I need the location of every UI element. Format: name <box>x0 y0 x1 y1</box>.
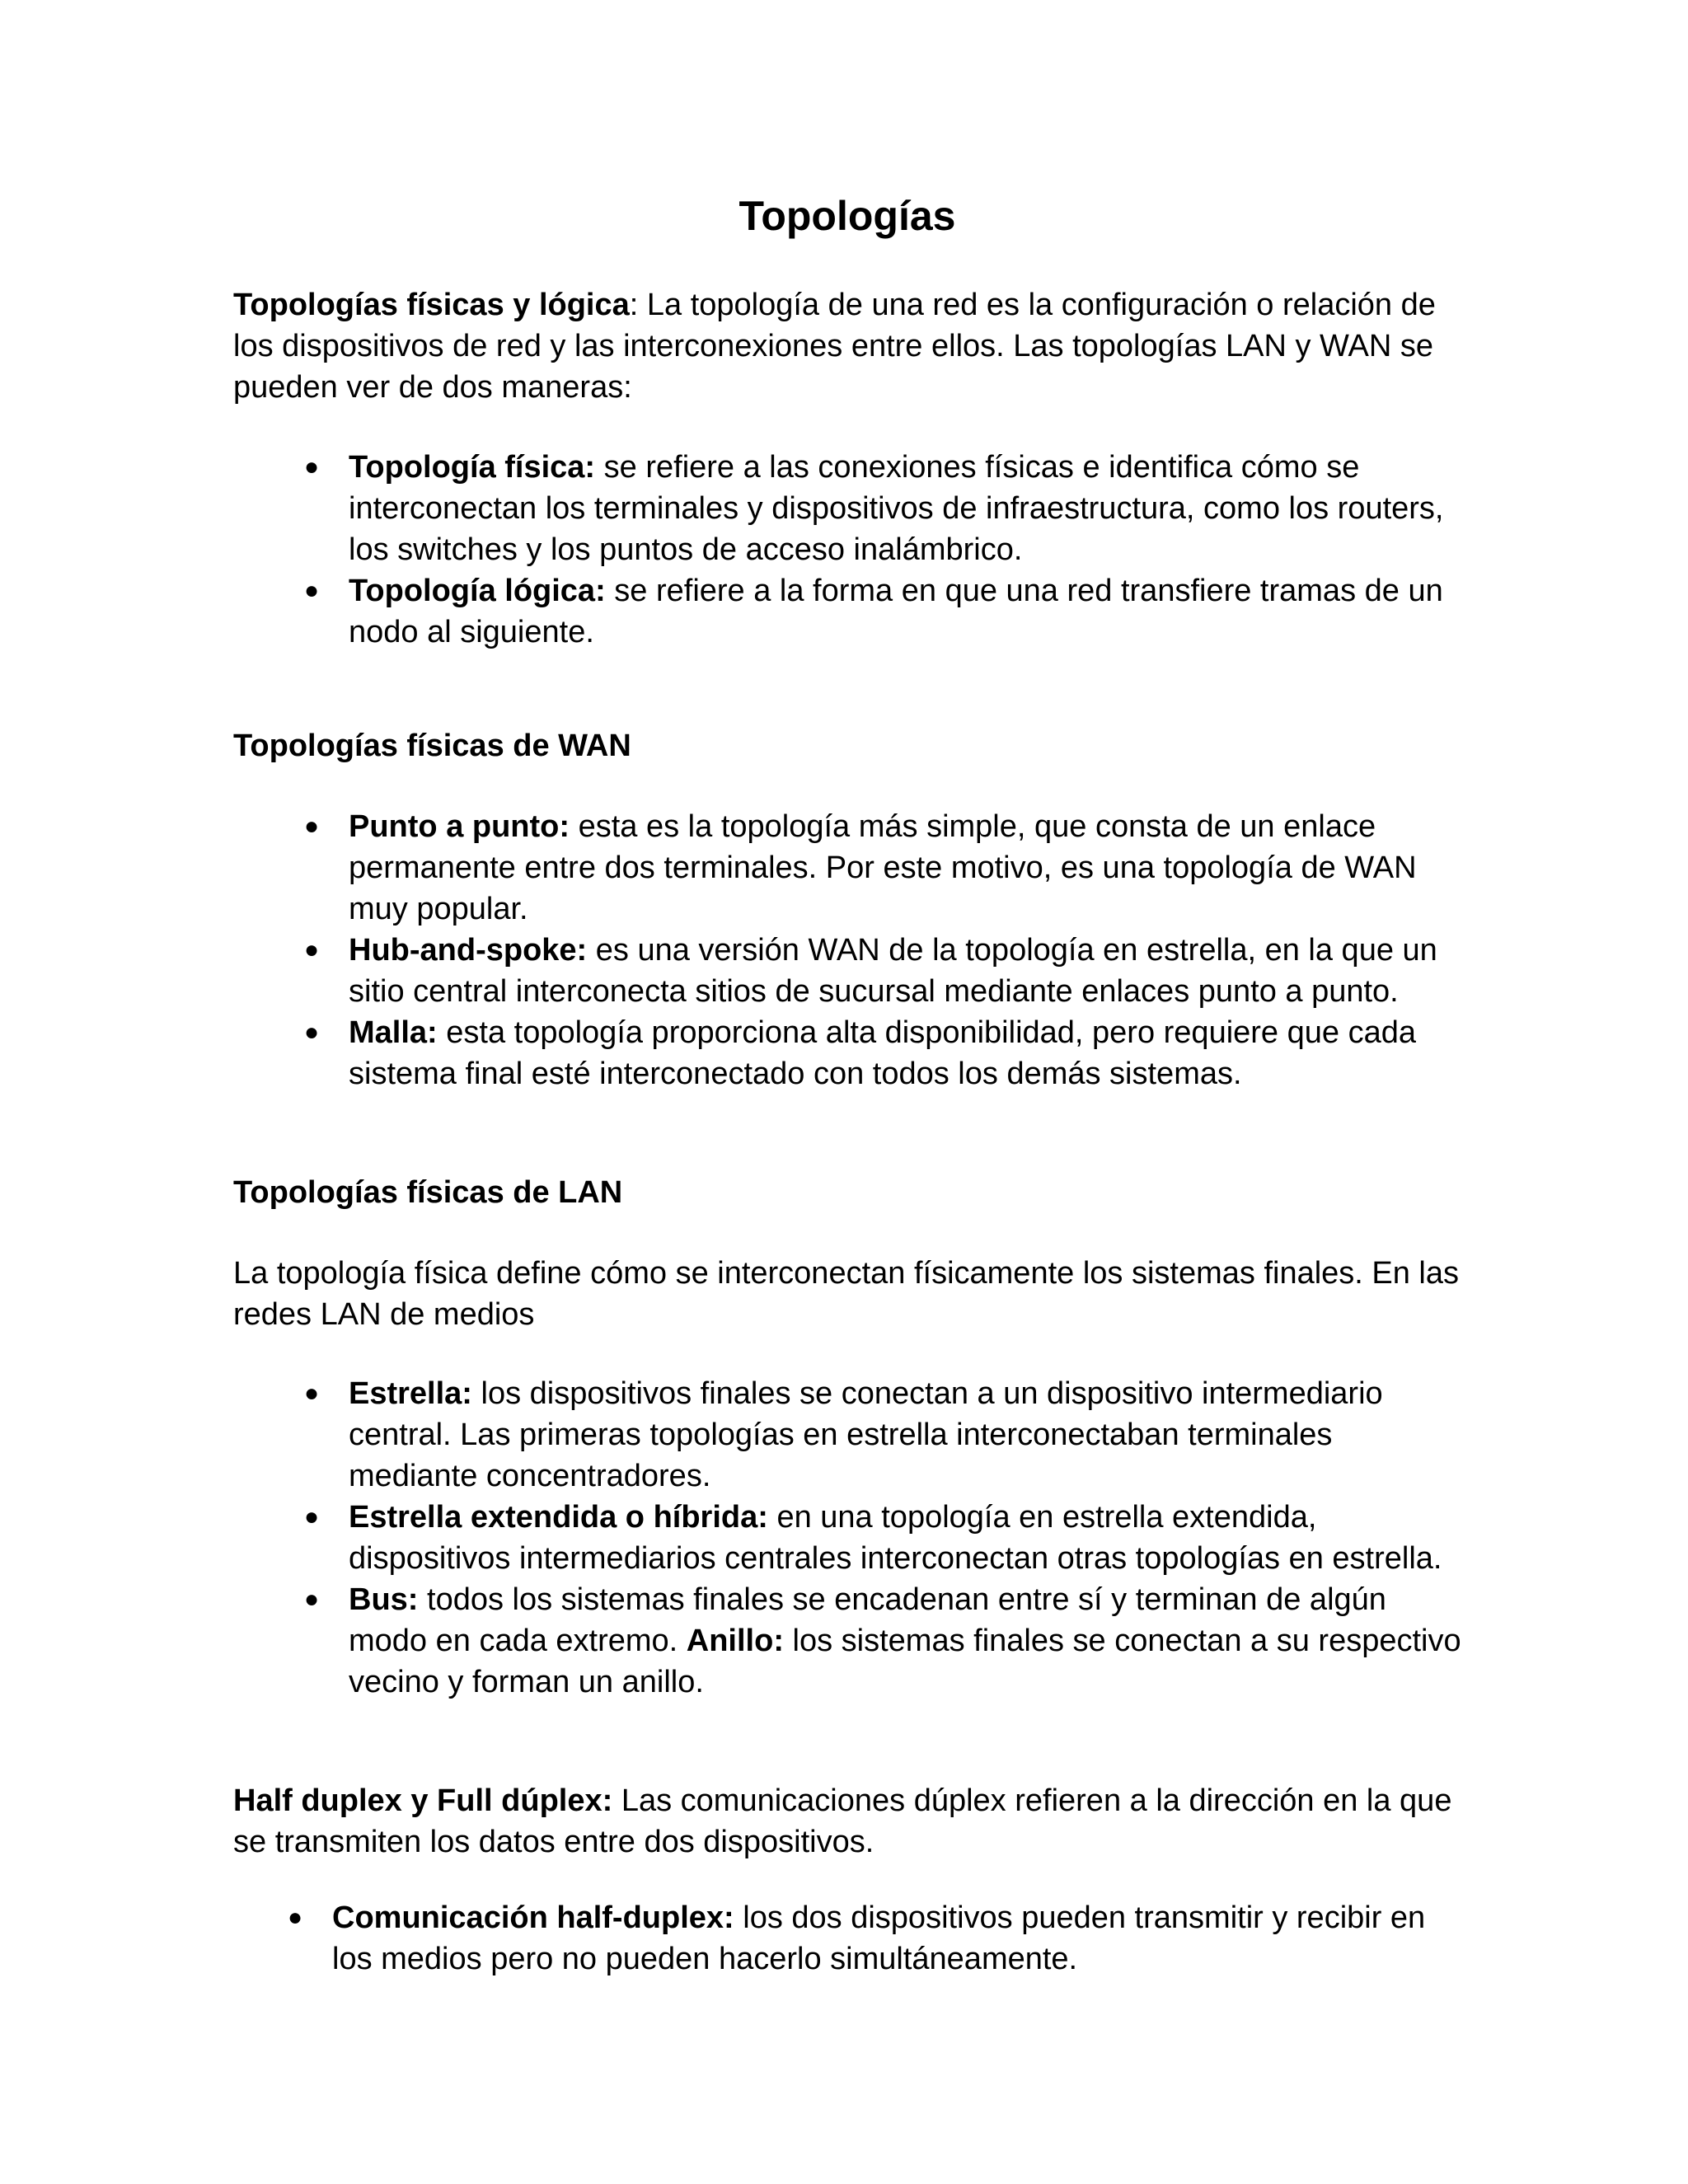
lan-heading: Topologías físicas de LAN <box>233 1175 623 1210</box>
list-item <box>233 570 1461 653</box>
item-term: Topología lógica: <box>349 574 606 608</box>
bullet-icon: ● <box>303 1586 320 1613</box>
list-item <box>233 806 1461 930</box>
item-text: los dispositivos finales se conectan a un dispositivo intermediario central. Las primeras topologías en estrella interconectaban terminales mediante concentradores. <box>349 1376 1383 1493</box>
item-text: todos los sistemas finales se encadenan entre sí y terminan de algún modo en cada extremo. <box>349 1582 1386 1658</box>
item-term: Comunicación half-duplex: <box>332 1900 734 1935</box>
item-text-2: los sistemas finales se conectan a su respectivo vecino y forman un anillo. <box>349 1624 1461 1699</box>
list-item <box>233 1373 1461 1497</box>
bullet-icon: ● <box>303 453 320 480</box>
bullet-icon: ● <box>303 813 320 840</box>
intro-text: : La topología de una red es la configuración o relación de los dispositivos de red y las interconexiones entre ellos. Las topologías LAN y WAN se pueden ver de dos maneras: <box>233 288 1436 405</box>
bullet-icon: ● <box>303 1503 320 1530</box>
bullet-icon: ● <box>303 936 320 963</box>
list-item <box>233 1012 1461 1094</box>
intro-list <box>233 447 1461 653</box>
page-title: Topologías <box>738 193 956 239</box>
item-term: Estrella extendida o híbrida: <box>349 1500 768 1535</box>
list-item <box>233 1897 1461 1980</box>
duplex-term: Half duplex y Full dúplex: <box>233 1783 613 1818</box>
item-term: Estrella: <box>349 1376 472 1411</box>
list-item <box>233 1579 1461 1703</box>
item-term: Topología física: <box>349 450 596 485</box>
bullet-icon: ● <box>303 1380 320 1407</box>
intro-term: Topologías físicas y lógica <box>233 288 630 322</box>
bullet-icon: ● <box>287 1904 303 1931</box>
item-text: es una versión WAN de la topología en estrella, en la que un sitio central interconecta sitios de sucursal mediante enlaces punto a punto. <box>349 933 1437 1009</box>
intro-paragraph <box>233 284 1461 408</box>
lan-intro: La topología física define cómo se interconectan físicamente los sistemas finales. En las redes LAN de medios <box>233 1256 1460 1332</box>
item-text: en una topología en estrella extendida, dispositivos intermediarios centrales interconectan otras topologías en estrella. <box>349 1500 1442 1576</box>
list-item <box>233 1497 1461 1579</box>
wan-list <box>233 806 1461 1094</box>
item-text: esta topología proporciona alta disponibilidad, pero requiere que cada sistema final esté interconectado con todos los demás sistemas. <box>349 1015 1416 1091</box>
item-text: esta es la topología más simple, que consta de un enlace permanente entre dos terminales. Por este motivo, es una topología de WAN muy popular. <box>349 809 1417 926</box>
item-term: Hub-and-spoke: <box>349 933 588 968</box>
duplex-text: Las comunicaciones dúplex refieren a la dirección en la que se transmiten los datos entre dos dispositivos. <box>233 1783 1452 1859</box>
item-text: se refiere a las conexiones físicas e identifica cómo se interconectan los terminales y dispositivos de infraestructura, como los routers, los switches y los puntos de acceso inalámbrico. <box>349 450 1444 567</box>
list-item <box>233 447 1461 570</box>
item-term: Bus: <box>349 1582 419 1617</box>
duplex-list <box>233 1897 1461 1980</box>
item-text: los dos dispositivos pueden transmitir y recibir en los medios pero no pueden hacerlo simultáneamente. <box>332 1900 1426 1976</box>
list-item <box>233 930 1461 1012</box>
bullet-icon: ● <box>303 1019 320 1046</box>
item-term-2: Anillo: <box>686 1624 784 1658</box>
item-term: Malla: <box>349 1015 438 1050</box>
lan-list <box>233 1373 1461 1703</box>
wan-heading: Topologías físicas de WAN <box>233 729 631 763</box>
item-term: Punto a punto: <box>349 809 570 844</box>
duplex-paragraph <box>233 1780 1461 1863</box>
item-text: se refiere a la forma en que una red transfiere tramas de un nodo al siguiente. <box>349 574 1443 649</box>
bullet-icon: ● <box>303 577 320 604</box>
